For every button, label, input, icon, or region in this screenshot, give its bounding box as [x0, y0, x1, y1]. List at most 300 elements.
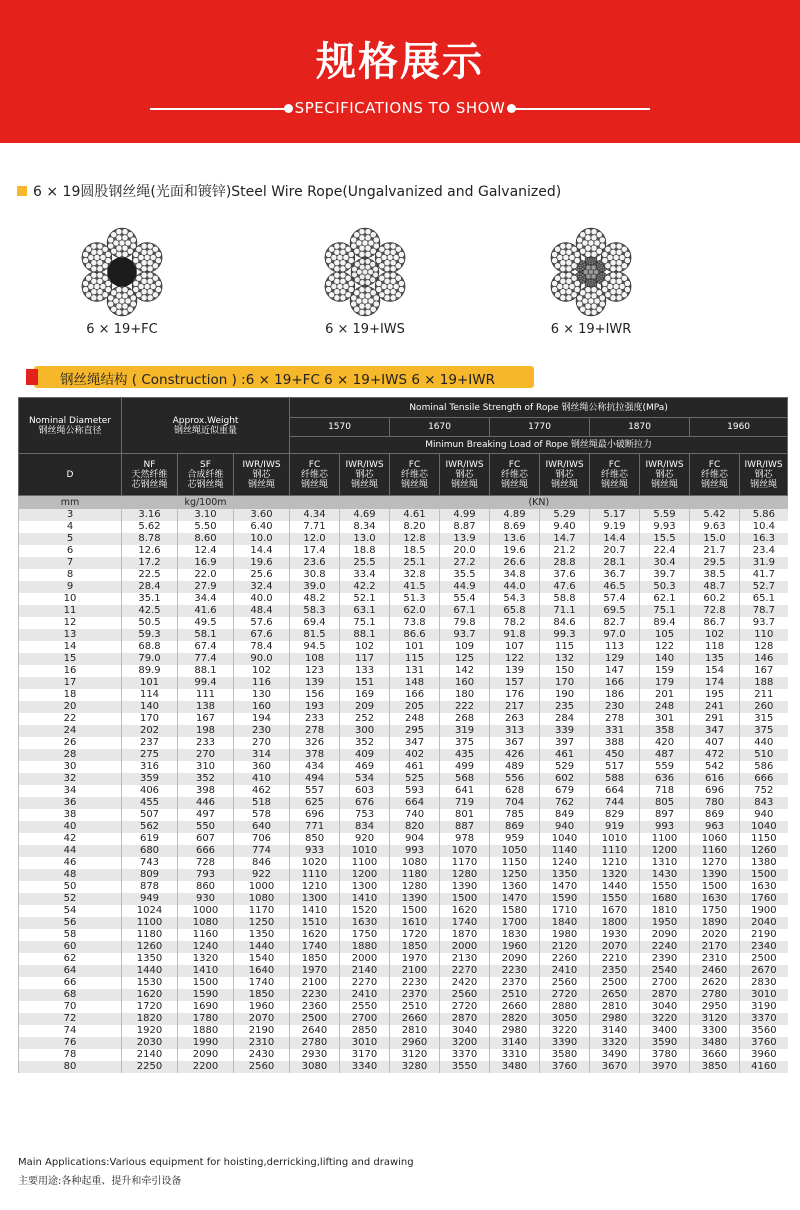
value-cell: 494 — [290, 773, 340, 785]
value-cell: 84.6 — [540, 617, 590, 629]
value-cell: 375 — [440, 737, 490, 749]
value-cell: 2360 — [290, 1001, 340, 1013]
table-row — [19, 845, 788, 857]
value-cell: 1690 — [178, 1001, 234, 1013]
value-cell: 1170 — [234, 905, 290, 917]
value-cell: 1620 — [122, 989, 178, 1001]
table-row — [19, 893, 788, 905]
value-cell: 268 — [440, 713, 490, 725]
value-cell: 1470 — [490, 893, 540, 905]
value-cell: 2720 — [540, 989, 590, 1001]
value-cell: 1440 — [122, 965, 178, 977]
value-cell: 78.4 — [234, 641, 290, 653]
value-cell: 743 — [122, 857, 178, 869]
value-cell: 18.8 — [340, 545, 390, 557]
value-cell: 48.7 — [690, 581, 740, 593]
value-cell: 1170 — [440, 857, 490, 869]
value-cell: 1260 — [122, 941, 178, 953]
diameter-cell: 32 — [19, 773, 122, 785]
value-cell: 664 — [590, 785, 640, 797]
value-cell: 679 — [540, 785, 590, 797]
value-cell: 2670 — [740, 965, 788, 977]
value-cell: 1550 — [590, 893, 640, 905]
value-cell: 1080 — [178, 917, 234, 929]
value-cell: 198 — [178, 725, 234, 737]
diameter-cell: 8 — [19, 569, 122, 581]
value-cell: 1500 — [440, 893, 490, 905]
value-cell: 102 — [234, 665, 290, 677]
value-cell: 469 — [340, 761, 390, 773]
diameter-cell: 54 — [19, 905, 122, 917]
value-cell: 1260 — [740, 845, 788, 857]
value-cell: 67.6 — [234, 629, 290, 641]
value-cell: 1000 — [178, 905, 234, 917]
value-cell: 1410 — [340, 893, 390, 905]
header-core-type: IWR/IWS 钢芯 钢丝绳 — [740, 454, 788, 496]
value-cell: 122 — [490, 653, 540, 665]
value-cell: 1070 — [440, 845, 490, 857]
value-cell: 740 — [390, 809, 440, 821]
value-cell: 313 — [490, 725, 540, 737]
value-cell: 2660 — [490, 1001, 540, 1013]
value-cell: 1210 — [290, 881, 340, 893]
value-cell: 603 — [340, 785, 390, 797]
diameter-cell: 36 — [19, 797, 122, 809]
unit-weight: kg/100m — [122, 496, 290, 510]
diameter-cell: 14 — [19, 641, 122, 653]
table-row — [19, 557, 788, 569]
value-cell: 48.4 — [234, 605, 290, 617]
value-cell: 25.1 — [390, 557, 440, 569]
value-cell: 233 — [178, 737, 234, 749]
value-cell: 1620 — [440, 905, 490, 917]
diameter-cell: 4 — [19, 521, 122, 533]
value-cell: 499 — [440, 761, 490, 773]
table-row — [19, 605, 788, 617]
value-cell: 9.93 — [640, 521, 690, 533]
value-cell: 4.69 — [340, 509, 390, 521]
value-cell: 718 — [640, 785, 690, 797]
value-cell: 81.5 — [290, 629, 340, 641]
value-cell: 426 — [490, 749, 540, 761]
value-cell: 9.63 — [690, 521, 740, 533]
value-cell: 86.7 — [690, 617, 740, 629]
value-cell: 1160 — [178, 929, 234, 941]
value-cell: 2200 — [178, 1061, 234, 1073]
table-row — [19, 773, 788, 785]
value-cell: 2660 — [390, 1013, 440, 1025]
table-row — [19, 593, 788, 605]
diameter-cell: 28 — [19, 749, 122, 761]
diameter-cell: 13 — [19, 629, 122, 641]
value-cell: 101 — [390, 641, 440, 653]
value-cell: 205 — [390, 701, 440, 713]
value-cell: 525 — [390, 773, 440, 785]
value-cell: 237 — [122, 737, 178, 749]
diameter-cell: 72 — [19, 1013, 122, 1025]
diameter-cell: 11 — [19, 605, 122, 617]
value-cell: 275 — [122, 749, 178, 761]
value-cell: 1050 — [490, 845, 540, 857]
value-cell: 42.2 — [340, 581, 390, 593]
value-cell: 1160 — [690, 845, 740, 857]
banner-rule-right — [508, 108, 650, 110]
value-cell: 410 — [234, 773, 290, 785]
value-cell: 54.3 — [490, 593, 540, 605]
value-cell: 2560 — [440, 989, 490, 1001]
value-cell: 869 — [490, 821, 540, 833]
value-cell: 1310 — [640, 857, 690, 869]
value-cell: 805 — [640, 797, 690, 809]
table-row — [19, 713, 788, 725]
value-cell: 2950 — [690, 1001, 740, 1013]
value-cell: 151 — [340, 677, 390, 689]
value-cell: 1760 — [740, 893, 788, 905]
rope-label-iwr: 6 × 19+IWR — [550, 322, 632, 337]
value-cell: 930 — [178, 893, 234, 905]
header-nominal-diameter: Nominal Diameter 钢丝绳公称直径 — [19, 398, 122, 454]
value-cell: 123 — [290, 665, 340, 677]
value-cell: 1840 — [540, 917, 590, 929]
value-cell: 270 — [178, 749, 234, 761]
value-cell: 1610 — [390, 917, 440, 929]
value-cell: 978 — [440, 833, 490, 845]
value-cell: 284 — [540, 713, 590, 725]
value-cell: 2640 — [290, 1025, 340, 1037]
value-cell: 68.8 — [122, 641, 178, 653]
value-cell: 132 — [540, 653, 590, 665]
value-cell: 65.1 — [740, 593, 788, 605]
value-cell: 1140 — [540, 845, 590, 857]
value-cell: 28.8 — [540, 557, 590, 569]
value-cell: 147 — [590, 665, 640, 677]
value-cell: 2070 — [590, 941, 640, 953]
value-cell: 28.1 — [590, 557, 640, 569]
value-cell: 170 — [122, 713, 178, 725]
diameter-cell: 62 — [19, 953, 122, 965]
value-cell: 91.8 — [490, 629, 540, 641]
value-cell: 1850 — [234, 989, 290, 1001]
value-cell: 1110 — [290, 869, 340, 881]
table-row — [19, 533, 788, 545]
value-cell: 1710 — [540, 905, 590, 917]
value-cell: 8.69 — [490, 521, 540, 533]
value-cell: 2930 — [290, 1049, 340, 1061]
value-cell: 2810 — [390, 1025, 440, 1037]
value-cell: 1830 — [490, 929, 540, 941]
diameter-cell: 78 — [19, 1049, 122, 1061]
value-cell: 489 — [490, 761, 540, 773]
value-cell: 360 — [234, 761, 290, 773]
value-cell: 167 — [740, 665, 788, 677]
value-cell: 48.2 — [290, 593, 340, 605]
value-cell: 21.2 — [540, 545, 590, 557]
value-cell: 1930 — [590, 929, 640, 941]
value-cell: 58.3 — [290, 605, 340, 617]
value-cell: 850 — [290, 833, 340, 845]
value-cell: 301 — [640, 713, 690, 725]
unit-load: (KN) — [290, 496, 788, 510]
value-cell: 780 — [690, 797, 740, 809]
value-cell: 110 — [740, 629, 788, 641]
value-cell: 5.59 — [640, 509, 690, 521]
value-cell: 2370 — [390, 989, 440, 1001]
value-cell: 801 — [440, 809, 490, 821]
value-cell: 1500 — [740, 869, 788, 881]
value-cell: 79.8 — [440, 617, 490, 629]
value-cell: 407 — [690, 737, 740, 749]
value-cell: 2510 — [490, 989, 540, 1001]
value-cell: 57.6 — [234, 617, 290, 629]
value-cell: 2260 — [540, 953, 590, 965]
value-cell: 1024 — [122, 905, 178, 917]
value-cell: 2230 — [490, 965, 540, 977]
value-cell: 179 — [640, 677, 690, 689]
value-cell: 578 — [234, 809, 290, 821]
diameter-cell: 3 — [19, 509, 122, 521]
value-cell: 462 — [234, 785, 290, 797]
value-cell: 63.1 — [340, 605, 390, 617]
value-cell: 12.8 — [390, 533, 440, 545]
value-cell: 62.1 — [640, 593, 690, 605]
value-cell: 517 — [590, 761, 640, 773]
value-cell: 860 — [178, 881, 234, 893]
table-row — [19, 737, 788, 749]
value-cell: 2270 — [440, 965, 490, 977]
value-cell: 640 — [234, 821, 290, 833]
value-cell: 93.7 — [740, 617, 788, 629]
value-cell: 35.5 — [440, 569, 490, 581]
value-cell: 1350 — [234, 929, 290, 941]
value-cell: 18.5 — [390, 545, 440, 557]
value-cell: 358 — [640, 725, 690, 737]
value-cell: 9.40 — [540, 521, 590, 533]
value-cell: 3220 — [540, 1025, 590, 1037]
value-cell: 34.8 — [490, 569, 540, 581]
value-cell: 295 — [390, 725, 440, 737]
value-cell: 3140 — [590, 1025, 640, 1037]
value-cell: 562 — [122, 821, 178, 833]
value-cell: 102 — [340, 641, 390, 653]
value-cell: 1390 — [690, 869, 740, 881]
value-cell: 1280 — [390, 881, 440, 893]
value-cell: 2190 — [234, 1025, 290, 1037]
diameter-cell: 66 — [19, 977, 122, 989]
value-cell: 1150 — [490, 857, 540, 869]
value-cell: 160 — [440, 677, 490, 689]
table-row — [19, 509, 788, 521]
value-cell: 1740 — [290, 941, 340, 953]
value-cell: 1410 — [178, 965, 234, 977]
value-cell: 869 — [690, 809, 740, 821]
table-row — [19, 917, 788, 929]
value-cell: 2460 — [690, 965, 740, 977]
value-cell: 352 — [178, 773, 234, 785]
value-cell: 1750 — [340, 929, 390, 941]
header-core-type: IWR/IWS 钢芯 钢丝绳 — [640, 454, 690, 496]
value-cell: 1800 — [590, 917, 640, 929]
value-cell: 2000 — [340, 953, 390, 965]
value-cell: 52.7 — [740, 581, 788, 593]
value-cell: 849 — [540, 809, 590, 821]
value-cell: 461 — [540, 749, 590, 761]
value-cell: 2870 — [440, 1013, 490, 1025]
value-cell: 73.8 — [390, 617, 440, 629]
value-cell: 21.7 — [690, 545, 740, 557]
value-cell: 771 — [290, 821, 340, 833]
value-cell: 2850 — [340, 1025, 390, 1037]
rope-fc-cross-section-icon — [76, 226, 168, 318]
value-cell: 2960 — [390, 1037, 440, 1049]
value-cell: 230 — [234, 725, 290, 737]
header-d: D — [19, 454, 122, 496]
value-cell: 34.4 — [178, 593, 234, 605]
value-cell: 1010 — [340, 845, 390, 857]
table-row — [19, 1025, 788, 1037]
diameter-cell: 9 — [19, 581, 122, 593]
value-cell: 406 — [122, 785, 178, 797]
value-cell: 461 — [390, 761, 440, 773]
value-cell: 263 — [490, 713, 540, 725]
table-row — [19, 869, 788, 881]
value-cell: 3670 — [590, 1061, 640, 1073]
value-cell: 1100 — [122, 917, 178, 929]
value-cell: 319 — [440, 725, 490, 737]
value-cell: 36.7 — [590, 569, 640, 581]
value-cell: 23.4 — [740, 545, 788, 557]
diameter-cell: 18 — [19, 689, 122, 701]
value-cell: 2980 — [490, 1025, 540, 1037]
value-cell: 1580 — [490, 905, 540, 917]
value-cell: 3850 — [690, 1061, 740, 1073]
value-cell: 17.2 — [122, 557, 178, 569]
diameter-cell: 34 — [19, 785, 122, 797]
value-cell: 959 — [490, 833, 540, 845]
diameter-cell: 52 — [19, 893, 122, 905]
value-cell: 5.17 — [590, 509, 640, 521]
rope-iwr-cross-section-icon — [545, 226, 637, 318]
value-cell: 1820 — [122, 1013, 178, 1025]
value-cell: 593 — [390, 785, 440, 797]
rope-iws-cross-section-icon — [319, 226, 411, 318]
table-row — [19, 581, 788, 593]
header-core-type: SF 合成纤维 芯钢丝绳 — [178, 454, 234, 496]
value-cell: 146 — [740, 653, 788, 665]
value-cell: 2980 — [590, 1013, 640, 1025]
value-cell: 3660 — [690, 1049, 740, 1061]
value-cell: 88.1 — [178, 665, 234, 677]
value-cell: 10.4 — [740, 521, 788, 533]
value-cell: 12.0 — [290, 533, 340, 545]
value-cell: 166 — [390, 689, 440, 701]
value-cell: 3390 — [540, 1037, 590, 1049]
construction-bar — [34, 366, 534, 388]
value-cell: 809 — [122, 869, 178, 881]
value-cell: 170 — [540, 677, 590, 689]
value-cell: 118 — [690, 641, 740, 653]
value-cell: 3010 — [740, 989, 788, 1001]
diameter-cell: 7 — [19, 557, 122, 569]
header-core-type: NF 天然纤维 芯钢丝绳 — [122, 454, 178, 496]
value-cell: 78.2 — [490, 617, 540, 629]
value-cell: 230 — [590, 701, 640, 713]
value-cell: 435 — [440, 749, 490, 761]
value-cell: 133 — [340, 665, 390, 677]
value-cell: 619 — [122, 833, 178, 845]
value-cell: 331 — [590, 725, 640, 737]
diameter-cell: 16 — [19, 665, 122, 677]
value-cell: 235 — [540, 701, 590, 713]
value-cell: 7.71 — [290, 521, 340, 533]
value-cell: 993 — [390, 845, 440, 857]
value-cell: 1960 — [234, 1001, 290, 1013]
value-cell: 887 — [440, 821, 490, 833]
table-row — [19, 1037, 788, 1049]
value-cell: 13.6 — [490, 533, 540, 545]
value-cell: 919 — [590, 821, 640, 833]
value-cell: 8.20 — [390, 521, 440, 533]
value-cell: 2720 — [440, 1001, 490, 1013]
value-cell: 3780 — [640, 1049, 690, 1061]
construction-tab-marker — [26, 369, 38, 385]
diameter-cell: 30 — [19, 761, 122, 773]
diameter-cell: 70 — [19, 1001, 122, 1013]
value-cell: 586 — [740, 761, 788, 773]
value-cell: 1040 — [540, 833, 590, 845]
value-cell: 47.6 — [540, 581, 590, 593]
value-cell: 4.61 — [390, 509, 440, 521]
value-cell: 829 — [590, 809, 640, 821]
table-row — [19, 977, 788, 989]
diameter-cell: 5 — [19, 533, 122, 545]
value-cell: 1150 — [740, 833, 788, 845]
value-cell: 2820 — [490, 1013, 540, 1025]
table-row — [19, 665, 788, 677]
header-core-type: FC 纤维芯 钢丝绳 — [590, 454, 640, 496]
value-cell: 2510 — [390, 1001, 440, 1013]
value-cell: 148 — [390, 677, 440, 689]
value-cell: 113 — [590, 641, 640, 653]
header-core-type: IWR/IWS 钢芯 钢丝绳 — [340, 454, 390, 496]
table-row — [19, 545, 788, 557]
header-grade: 1870 — [590, 418, 690, 437]
value-cell: 140 — [640, 653, 690, 665]
value-cell: 993 — [640, 821, 690, 833]
value-cell: 44.0 — [490, 581, 540, 593]
value-cell: 3560 — [740, 1025, 788, 1037]
value-cell: 138 — [178, 701, 234, 713]
value-cell: 507 — [122, 809, 178, 821]
value-cell: 2230 — [390, 977, 440, 989]
value-cell: 1720 — [390, 929, 440, 941]
value-cell: 154 — [690, 665, 740, 677]
value-cell: 2700 — [340, 1013, 390, 1025]
value-cell: 142 — [440, 665, 490, 677]
value-cell: 3550 — [440, 1061, 490, 1073]
value-cell: 72.8 — [690, 605, 740, 617]
value-cell: 23.6 — [290, 557, 340, 569]
diameter-cell: 48 — [19, 869, 122, 881]
value-cell: 8.60 — [178, 533, 234, 545]
value-cell: 2190 — [740, 929, 788, 941]
value-cell: 2230 — [290, 989, 340, 1001]
value-cell: 3120 — [390, 1049, 440, 1061]
value-cell: 1630 — [690, 893, 740, 905]
header-tensile-strength: Nominal Tensile Strength of Rope 钢丝绳公称抗拉强度(MPa) — [290, 398, 788, 418]
value-cell: 252 — [340, 713, 390, 725]
value-cell: 260 — [740, 701, 788, 713]
value-cell: 542 — [690, 761, 740, 773]
